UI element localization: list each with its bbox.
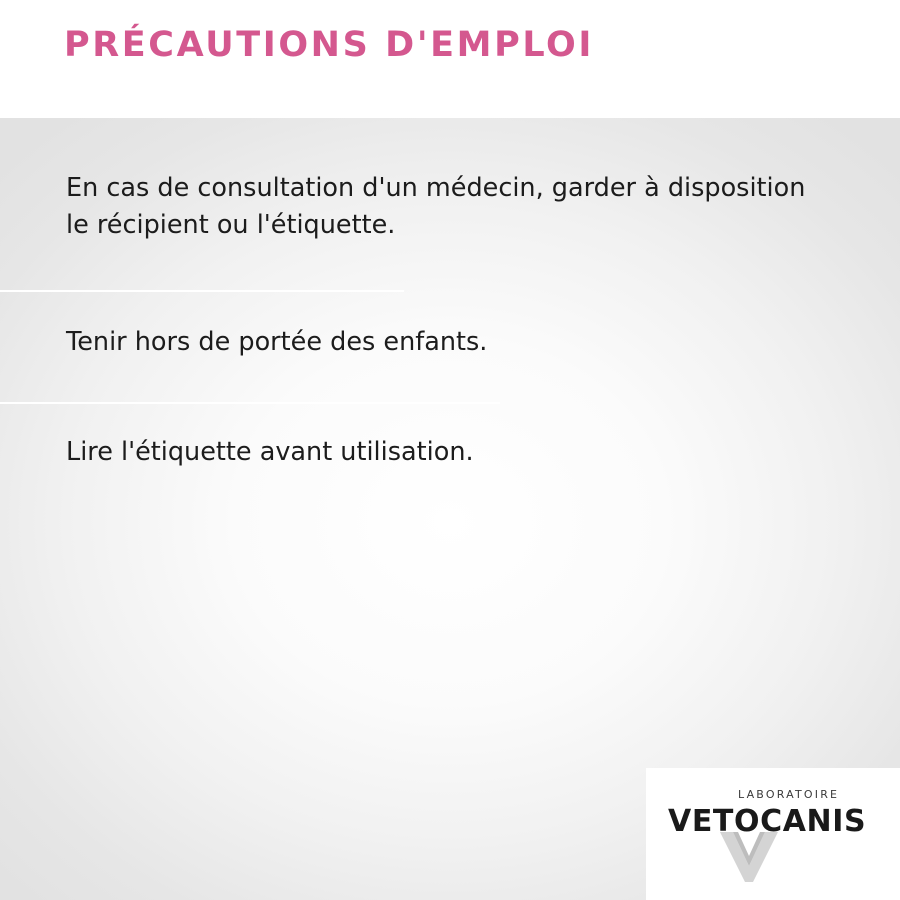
divider-2 [0,402,500,404]
precaution-text-1: En cas de consultation d'un médecin, garder à disposition le récipient ou l'étiquette. [66,173,806,240]
brand-logo [646,768,900,900]
brand-logo-inner [668,788,882,880]
brand-name: VETOCANIS [668,804,867,839]
divider-1 [0,290,404,292]
page-title: PRÉCAUTIONS D'EMPLOI [64,25,594,65]
brand-subtitle: LABORATOIRE [738,788,840,801]
v-monogram-icon [720,832,778,882]
precaution-text-3: Lire l'étiquette avant utilisation. [66,437,474,467]
precaution-text-2: Tenir hors de portée des enfants. [66,327,488,357]
